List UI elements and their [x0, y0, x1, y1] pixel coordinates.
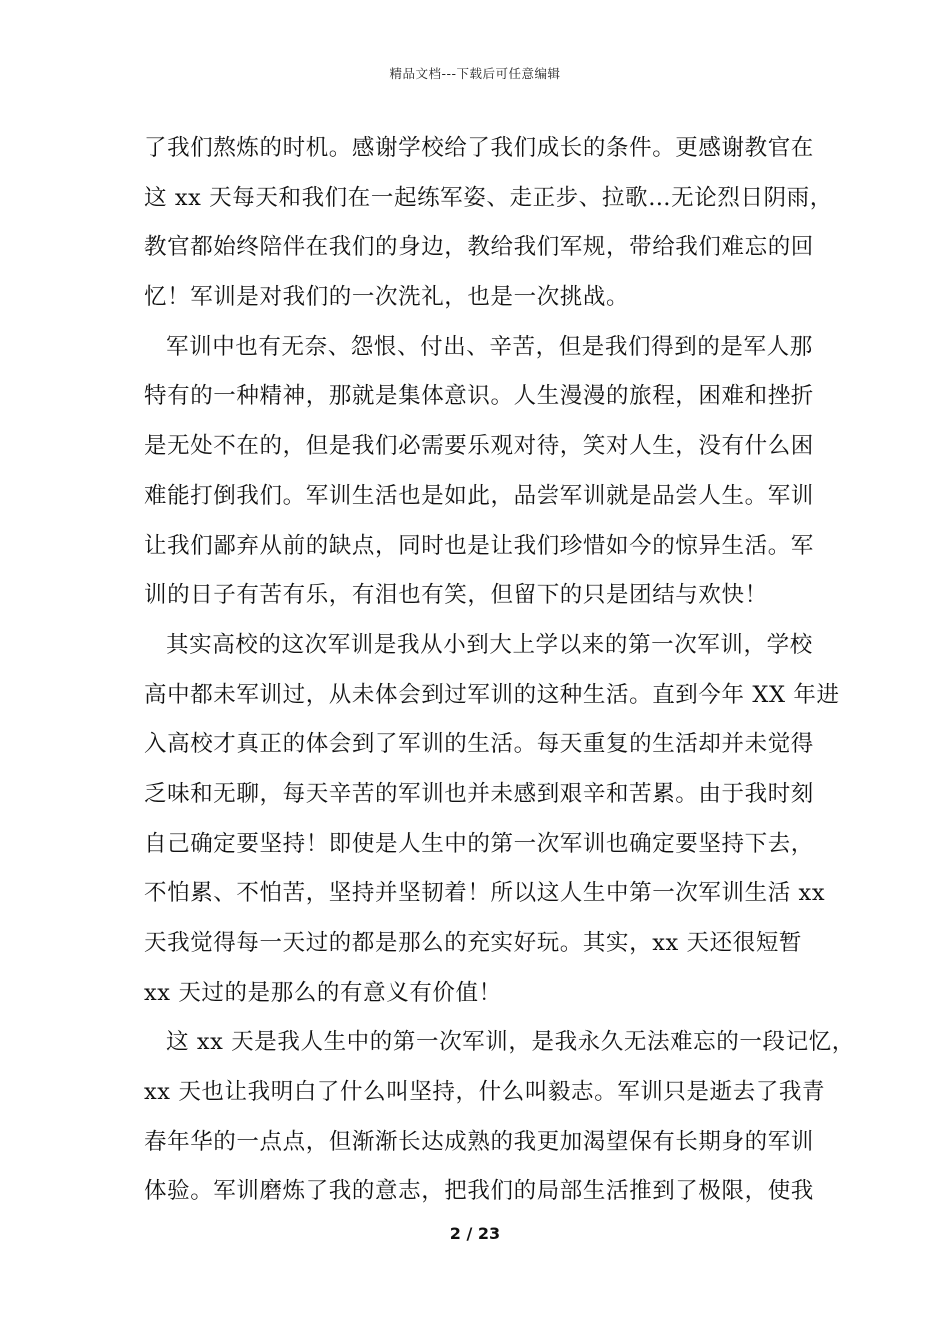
- text-line: 高中都未军训过，从未体会到过军训的这种生活。直到今年 XX 年进: [144, 681, 840, 708]
- text-line: 天我觉得每一天过的都是那么的充实好玩。其实，xx 天还很短暂: [144, 930, 803, 956]
- page-number: 2 / 23: [449, 1224, 501, 1243]
- text-line: 这 xx 天是我人生中的第一次军训，是我永久无法难忘的一段记忆，: [166, 1029, 855, 1056]
- text-line: 这 xx 天每天和我们在一起练军姿、走正步、拉歌…无论烈日阴雨，: [144, 184, 833, 211]
- text-line: 训的日子有苦有乐，有泪也有笑，但留下的只是团结与欢快！: [144, 582, 768, 609]
- text-line: 春年华的一点点，但渐渐长达成熟的我更加渴望保有长期身的军训: [144, 1128, 814, 1155]
- text-line: 其实高校的这次军训是我从小到大上学以来的第一次军训，学校: [166, 631, 813, 658]
- text-line: 军训中也有无奈、怨恨、付出、辛苦，但是我们得到的是军人那: [166, 333, 813, 360]
- paragraph-1: [144, 124, 833, 323]
- text-line: 自己确定要坚持！即使是人生中的第一次军训也确定要坚持下去，: [144, 830, 814, 857]
- text-line: 教官都始终陪伴在我们的身边，教给我们军规，带给我们难忘的回: [144, 234, 814, 261]
- text-line: xx 天过的是那么的有意义有价值！: [144, 979, 502, 1006]
- text-line: 是无处不在的，但是我们必需要乐观对待，笑对人生，没有什么困: [144, 433, 814, 460]
- text-line: 不怕累、不怕苦，坚持并坚韧着！所以这人生中第一次军训生活 xx: [144, 880, 826, 907]
- text-line: xx 天也让我明白了什么叫坚持，什么叫毅志。军训只是逝去了我青: [144, 1079, 826, 1106]
- text-line: 特有的一种精神，那就是集体意识。人生漫漫的旅程，困难和挫折: [144, 383, 814, 410]
- document-body: [144, 124, 855, 1217]
- text-line: 体验。军训磨炼了我的意志，把我们的局部生活推到了极限，使我: [144, 1178, 814, 1205]
- text-line: 入高校才真正的体会到了军训的生活。每天重复的生活却并未觉得: [144, 731, 814, 758]
- text-line: 忆！军训是对我们的一次洗礼，也是一次挑战。: [144, 284, 630, 311]
- paragraph-3: [144, 621, 840, 1019]
- text-line: 让我们鄙弃从前的缺点，同时也是让我们珍惜如今的惊异生活。军: [144, 532, 814, 559]
- text-line: 乏味和无聊，每天辛苦的军训也并未感到艰辛和苦累。由于我时刻: [144, 780, 814, 807]
- paragraph-4: [144, 1018, 855, 1217]
- text-line: 了我们熬炼的时机。感谢学校给了我们成长的条件。更感谢教官在: [144, 135, 814, 161]
- page-header: 精品文档---下载后可任意编辑: [389, 66, 561, 81]
- text-line: 难能打倒我们。军训生活也是如此，品尝军训就是品尝人生。军训: [144, 482, 814, 509]
- paragraph-2: [144, 323, 812, 621]
